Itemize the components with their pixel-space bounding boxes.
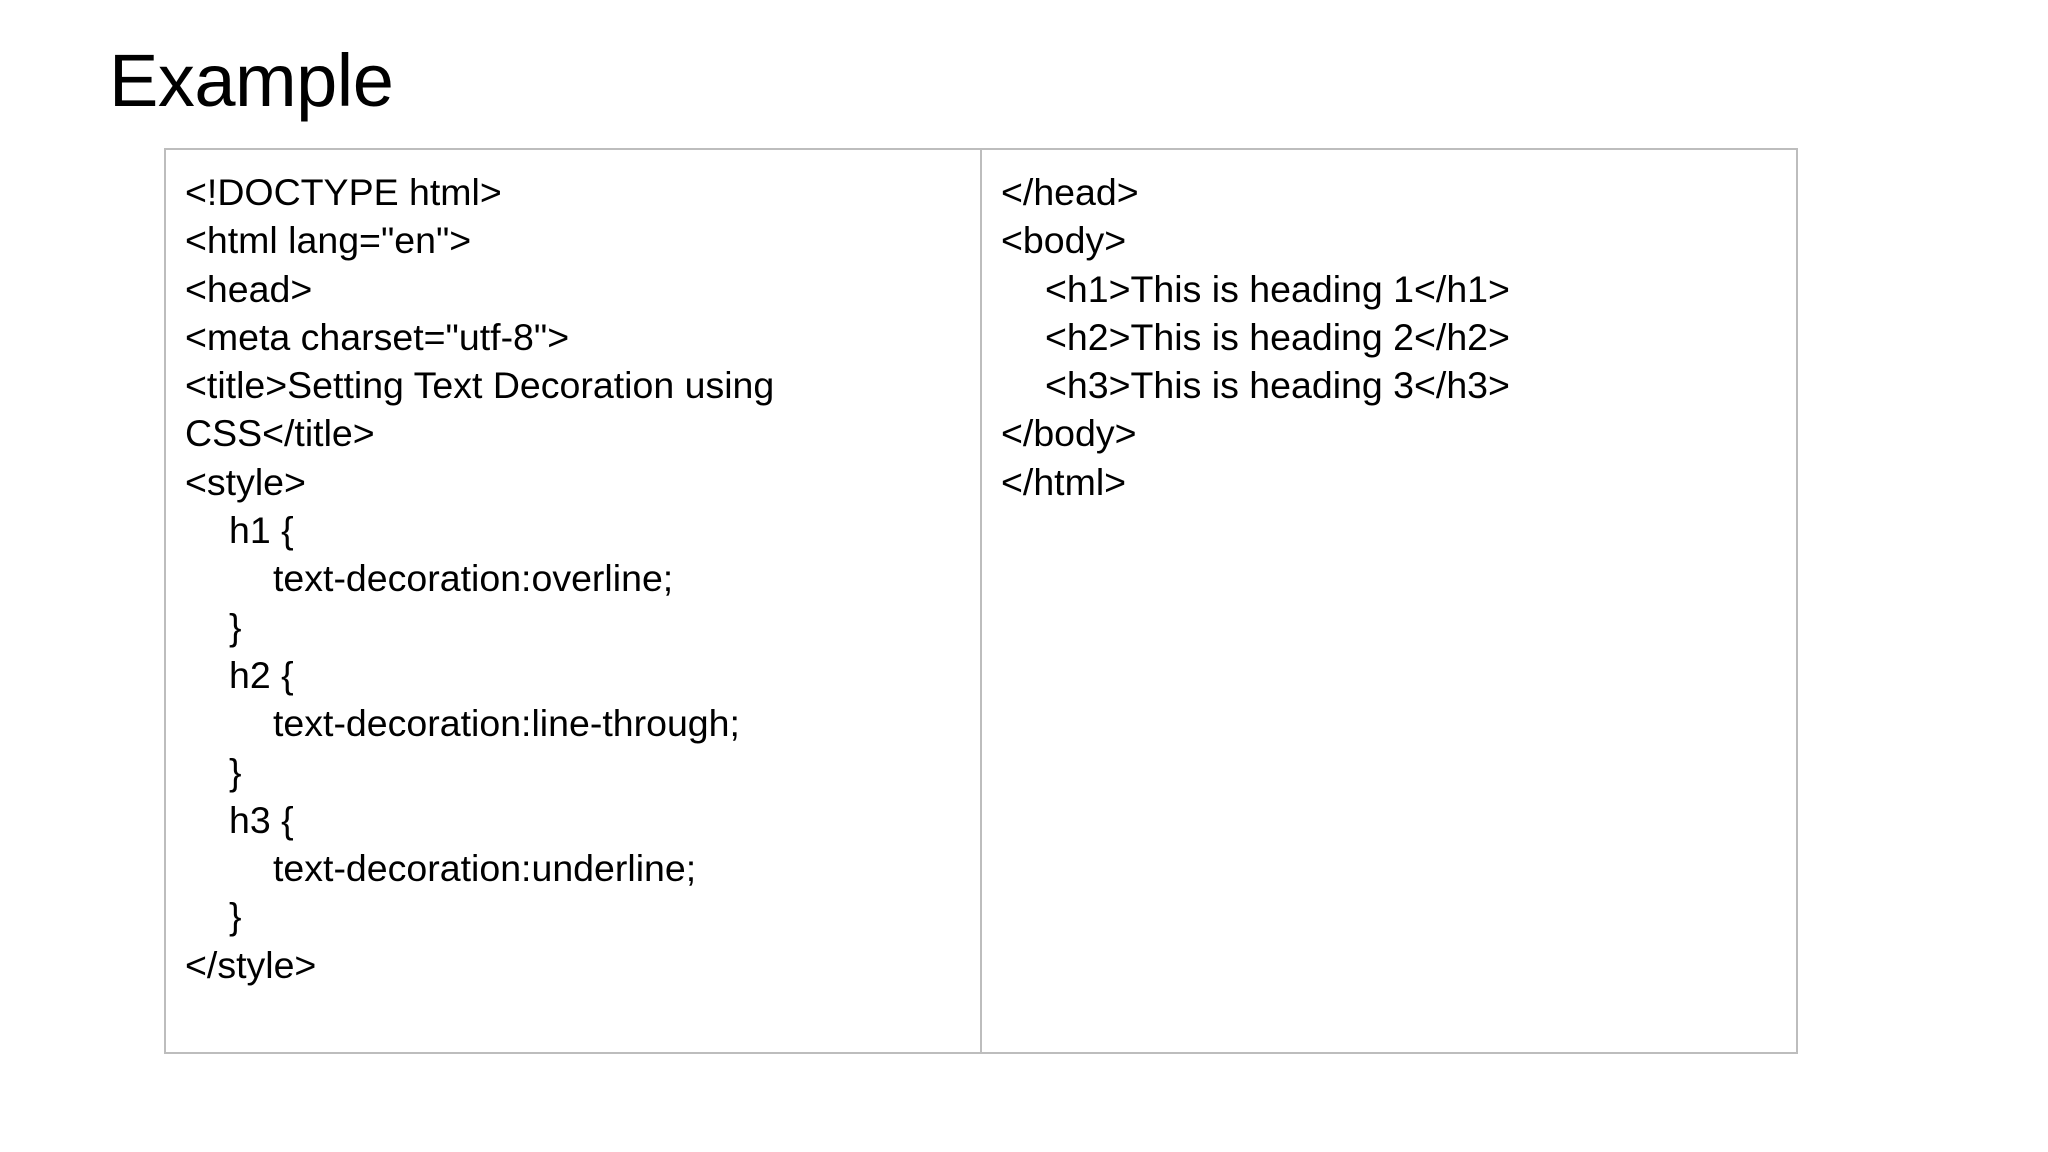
code-line: <html lang="en"> bbox=[185, 219, 472, 262]
code-line: CSS</title> bbox=[185, 412, 375, 455]
code-line: text-decoration:overline; bbox=[273, 557, 674, 600]
code-line: } bbox=[229, 605, 242, 648]
code-line: text-decoration:underline; bbox=[273, 847, 697, 890]
code-line: <h1>This is heading 1</h1> bbox=[1045, 267, 1510, 310]
slide-title: Example bbox=[109, 39, 394, 122]
code-line: text-decoration:line-through; bbox=[273, 702, 740, 745]
code-line: </style> bbox=[185, 943, 317, 986]
code-line: h2 { bbox=[229, 653, 294, 696]
code-line: <meta charset="utf-8"> bbox=[185, 315, 570, 358]
code-table bbox=[164, 148, 1798, 1054]
code-line: <h2>This is heading 2</h2> bbox=[1045, 315, 1510, 358]
code-line: } bbox=[229, 895, 242, 938]
code-line: <title>Setting Text Decoration using bbox=[185, 364, 775, 407]
code-line: } bbox=[229, 750, 242, 793]
code-line: </html> bbox=[1001, 460, 1127, 503]
code-line: <body> bbox=[1001, 219, 1127, 262]
code-line: </body> bbox=[1001, 412, 1137, 455]
code-column-left bbox=[166, 150, 980, 1052]
code-line: <style> bbox=[185, 460, 306, 503]
code-line: h1 { bbox=[229, 509, 294, 552]
code-line: </head> bbox=[1001, 171, 1139, 213]
code-column-right bbox=[980, 150, 1796, 1052]
code-line: <head> bbox=[185, 267, 313, 310]
code-line: h3 { bbox=[229, 798, 294, 841]
code-line: <h3>This is heading 3</h3> bbox=[1045, 364, 1510, 407]
code-line: <!DOCTYPE html> bbox=[185, 171, 502, 213]
